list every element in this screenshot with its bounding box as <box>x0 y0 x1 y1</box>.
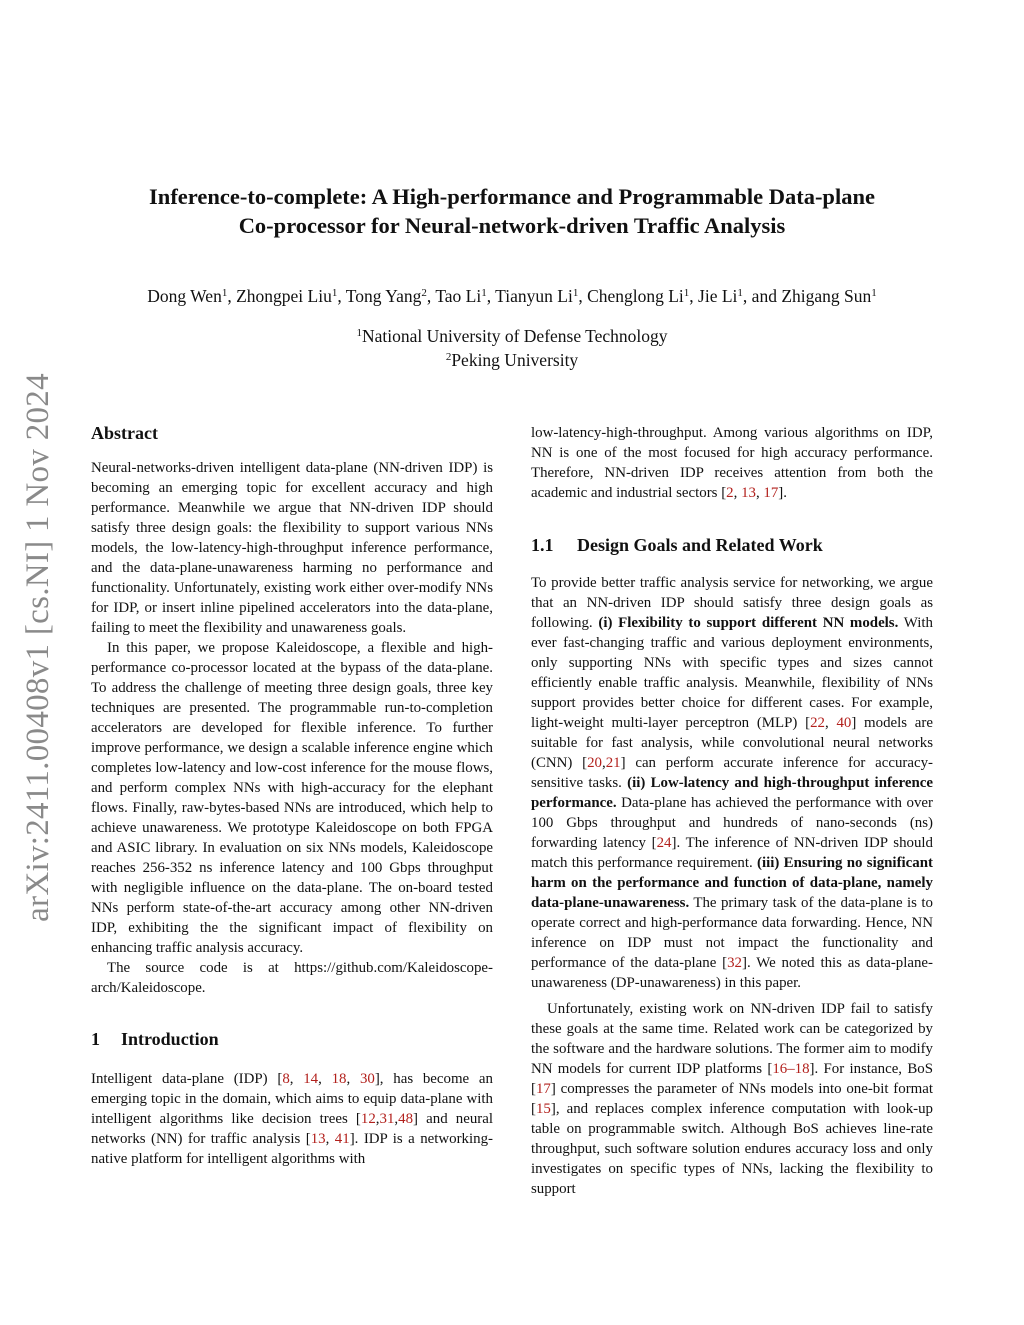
citation-link[interactable]: 12 <box>360 1111 376 1127</box>
author: Chenglong Li <box>587 286 684 306</box>
left-column <box>91 422 493 1169</box>
affiliation-1 <box>100 324 924 348</box>
citation-link[interactable]: 48 <box>398 1111 414 1127</box>
introduction-paragraph: Intelligent data-plane (IDP) [8, 14, 18, 30], has become an emerging topic in the domain, which aims to equip data-plane with intelligent algorithms like decision trees [12,31,48] and neural networks (NN) for traffic analysis [13, 41]. IDP is a networking-native platform for intelligent algorithms with <box>91 1071 494 1167</box>
citation-link[interactable]: 16–18 <box>772 1061 810 1077</box>
citation-link[interactable]: 40 <box>836 715 852 731</box>
text-run: ], has become an emerging topic in the domain, which aims to equip data-plane with intelligent algorithms like decision trees [ <box>91 1071 493 1127</box>
citation-link[interactable]: 31 <box>379 1111 395 1127</box>
citation-link[interactable]: 24 <box>656 835 672 851</box>
author: Tao Li <box>435 286 482 306</box>
text-run: ]. For instance, BoS [ <box>531 1061 933 1097</box>
text-run: ] and neural networks (NN) for traffic analysis [ <box>91 1111 494 1147</box>
related-work-paragraph <box>531 999 933 1199</box>
affiliation-number: 2 <box>445 351 452 363</box>
text-run: ]. The inference of NN-driven IDP should match this performance requirement. <box>531 835 933 871</box>
text-run: low-latency-high-throughput. Among various algorithms on IDP, NN is one of the most focused for high accuracy performance. Therefore, NN-driven IDP receives attention from both the academic and industrial sectors [ <box>531 425 933 501</box>
citation-link[interactable]: 21 <box>605 755 621 771</box>
text-run: Data-plane has achieved the performance with over 100 Gbps throughput and hundreds of nano-seconds (ns) forwarding latency [ <box>531 795 933 851</box>
citation-link[interactable]: 13 <box>310 1131 326 1147</box>
text-run: ]. <box>778 485 787 501</box>
title-line-1: Inference-to-complete: A High-performance and Programmable Data-plane <box>149 184 875 209</box>
author-affiliation-mark: 1 <box>331 287 338 299</box>
citation-link[interactable]: 20 <box>587 755 602 771</box>
intro-continuation-paragraph: low-latency-high-throughput. Among various algorithms on IDP, NN is one of the most focused for high accuracy performance. Therefore, NN-driven IDP receives attention from both the academic and industrial sectors [2, 13, 17]. <box>531 425 933 501</box>
citation-link[interactable]: 17 <box>535 1081 551 1097</box>
citation-link[interactable]: 41 <box>334 1131 350 1147</box>
author-affiliation-mark: 1 <box>683 287 690 299</box>
author: Tong Yang <box>345 286 422 306</box>
text-run: ], and replaces complex inference computation with look-up table on programmable switch. Although BoS achieves line-rate throughput, such software solution endures accuracy loss and only investigates on specific types of NNs, lacking the flexibility to support <box>531 1101 933 1197</box>
author-affiliation-mark: 1 <box>737 287 743 299</box>
text-run: The primary task of the data-plane is to operate correct and high-performance data forwarding. Hence, NN inference on IDP must not impact the functionality and performance of the data-plane [ <box>531 895 933 971</box>
citation-link[interactable]: 32 <box>727 955 742 971</box>
title-line-2: Co-processor for Neural-network-driven Traffic Analysis <box>238 213 786 238</box>
author: Jie Li <box>698 286 738 306</box>
section-title: Design Goals and Related Work <box>577 535 823 555</box>
author: Tianyun Li <box>495 286 573 306</box>
citation-link[interactable]: 22 <box>810 715 825 731</box>
author: Dong Wen <box>147 286 222 306</box>
author-affiliation-mark: 1 <box>572 287 579 299</box>
arxiv-identifier <box>8 365 68 930</box>
introduction-heading <box>91 1028 493 1050</box>
citation-link[interactable]: 17 <box>763 485 779 501</box>
citation-link[interactable]: 18 <box>331 1071 347 1087</box>
affiliation-name: Peking University <box>451 350 579 370</box>
affiliation-2 <box>100 348 924 372</box>
citation-link[interactable]: 14 <box>303 1071 319 1087</box>
goal-3-label: (iii) Ensuring no significant harm on the performance and function of data-plane, namely data-plane-unawareness. <box>531 855 933 911</box>
author-affiliation-mark: 1 <box>871 287 877 299</box>
text-run: ] can perform accurate inference for accuracy-sensitive tasks. <box>531 755 933 791</box>
text-run: To provide better traffic analysis service for networking, we argue that an NN-driven IDP should satisfy three design goals as following. <box>531 575 933 631</box>
text-run: ] models are suitable for fast analysis, while convolutional neural networks (CNN) [ <box>531 715 933 771</box>
citation-link[interactable]: 30 <box>359 1071 375 1087</box>
subsection-heading <box>531 534 933 556</box>
citation-link[interactable]: 15 <box>535 1101 551 1117</box>
right-column <box>531 423 933 1199</box>
abstract-paragraph-1: Neural-networks-driven intelligent data-plane (NN-driven IDP) is becoming an emerging topic for excellent accuracy and high performance. Meanwhile we argue that NN-driven IDP should satisfy three design goals: the flexibility to support various NNs models, the low-latency-high-throughput inference performance, and the data-plane-unawareness harming no performance and functionality. Unfortunately, existing work either over-modify NNs for IDP, or insert inline pipelined accelerators into the data-plane, failing to meet the flexibility and unawareness goals. <box>91 460 493 636</box>
arxiv-identifier-text: arXiv:2411.00408v1 [cs.NI] 1 Nov 2024 <box>19 373 56 922</box>
abstract-paragraph-2: In this paper, we propose Kaleidoscope, a flexible and high-performance co-processor located at the bypass of the data-plane. To address the challenge of meeting three design goals, three key techniques are presented. The programmable run-to-completion accelerators are developed for flexible inference. To further improve performance, we design a scalable inference engine which completes low-latency and low-cost inference for the mouse flows, and perform complex NNs with high-accuracy for the elephant flows. Finally, raw-bytes-based NNs are introduced, which help to achieve unawareness. We prototype Kaleidoscope on both FPGA and ASIC library. In evaluation on six NNs models, Kaleidoscope reaches 256-352 ns inference latency and 100 Gbps throughput with negligible influence on the data-plane. The on-board tested NNs perform state-of-the-art accuracy among other NN-driven IDP, exhibiting the the significant impact of flexibility on enhancing traffic analysis accuracy. <box>91 640 493 956</box>
affiliation-number: 1 <box>356 327 362 339</box>
author-affiliation-mark: 1 <box>481 287 487 299</box>
text-run: ]. IDP is a networking-native platform for intelligent algorithms with <box>91 1131 493 1167</box>
section-title: Introduction <box>121 1029 219 1049</box>
section-number: 1 <box>91 1029 100 1049</box>
citation-link[interactable]: 13 <box>741 485 756 501</box>
author: Zhigang Sun <box>781 286 872 306</box>
author-list: Dong Wen$^1$, Zhongpei Liu$^1$, Tong Yang$^2$, Tao Li$^1$, Tianyun Li$^1$, Chenglong Li$^1$, Jie Li$^1$, and Zhigang Sun$^1$ <box>147 286 877 306</box>
goal-2-label: (ii) Low-latency and high-throughput inference performance. <box>531 775 933 811</box>
goal-1-label: (i) Flexibility to support different NN models. <box>598 615 899 631</box>
abstract-paragraph-3: The source code is at https://github.com/Kaleidoscope-arch/Kaleidoscope. <box>91 960 493 996</box>
text-run: Intelligent data-plane (IDP) [ <box>91 1071 283 1087</box>
paper-title <box>100 182 924 240</box>
text-run: ] compresses the parameter of NNs models into one-bit format [ <box>531 1081 933 1117</box>
citation-link[interactable]: 8 <box>282 1071 290 1087</box>
citation-link[interactable]: 2 <box>726 485 734 501</box>
author-conjunction: and <box>751 286 777 306</box>
affiliation-name: National University of Defense Technology <box>361 326 668 346</box>
author-affiliation-mark: 2 <box>421 287 427 299</box>
section-number: 1.1 <box>531 535 554 555</box>
design-goals-paragraph: To provide better traffic analysis service for networking, we argue that an NN-driven IDP should satisfy three design goals as following. (i) Flexibility to support different NN models. With ever fast-changing traffic and various deployment environments, only supporting NNs with specific types and sizes cannot efficiently enable traffic analysis. Meanwhile, flexibility of NNs support provides better choice for different cases. For example, light-weight multi-layer perceptron (MLP) [22, 40] models are suitable for fast analysis, while convolutional neural networks (CNN) [20,21] can perform accurate inference for accuracy-sensitive tasks. (ii) Low-latency and high-throughput inference performance. Data-plane has achieved the performance with over 100 Gbps throughput and hundreds of nano-seconds (ns) forwarding latency [24]. The inference of NN-driven IDP should match this performance requirement. (iii) Ensuring no significant harm on the performance and function of data-plane, namely data-plane-unawareness. The primary task of the data-plane is to operate correct and high-performance data forwarding. Hence, NN inference on IDP must not impact the functionality and performance of the data-plane [32]. We noted this as data-plane-unawareness (DP-unawareness) in this paper. <box>531 575 933 991</box>
text-run: Unfortunately, existing work on NN-driven IDP fail to satisfy these goals at the same time. Related work can be categorized by the software and the hardware solutions. The former aim to modify NN models for current IDP platforms [ <box>531 1001 933 1077</box>
text-run: ]. We noted this as data-plane-unawareness (DP-unawareness) in this paper. <box>531 955 933 991</box>
author: Zhongpei Liu <box>236 286 332 306</box>
abstract-heading: Abstract <box>91 423 158 443</box>
author-affiliation-mark: 1 <box>221 287 228 299</box>
text-run: With ever fast-changing traffic and various deployment environments, only supporting NNs with specific types and sizes cannot efficiently enable traffic analysis. Meanwhile, flexibility of NNs support provides better choice for different cases. For example, light-weight multi-layer perceptron (MLP) [ <box>531 615 933 731</box>
